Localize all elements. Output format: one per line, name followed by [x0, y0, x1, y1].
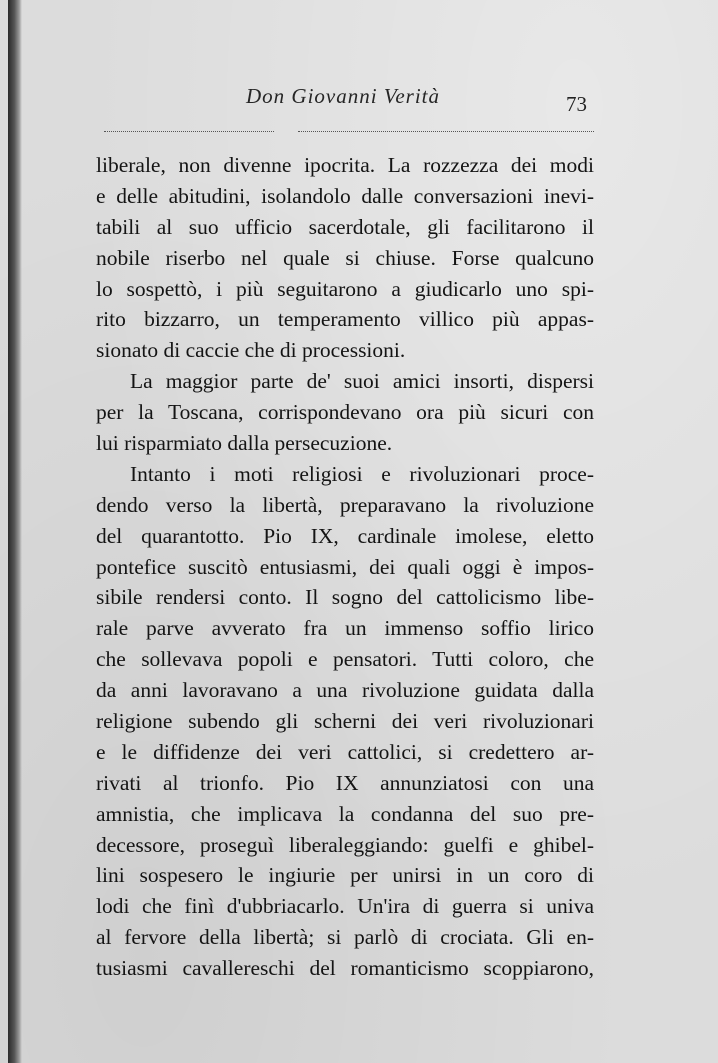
text-line: lui risparmiato dalla persecuzione. — [96, 431, 393, 456]
text-line: dendo verso la libertà, preparavano la rivoluzione — [96, 492, 594, 517]
text-line: sibile rendersi conto. Il sogno del cattolicismo libe- — [96, 585, 594, 610]
text-line: liberale, non divenne ipocrita. La rozzezza dei modi — [96, 153, 594, 177]
header-rule-left — [104, 131, 274, 132]
text-line: amnistia, che implicava la condanna del suo pre- — [96, 801, 594, 826]
text-line: nobile riserbo nel quale si chiuse. Forse qualcuno — [96, 245, 594, 270]
text-line: decessore, proseguì liberaleggiando: guelfi e ghibel- — [96, 832, 594, 857]
text-line: rivati al trionfo. Pio IX annunziatosi con una — [96, 770, 594, 795]
text-line: per la Toscana, corrispondevano ora più sicuri con — [96, 400, 594, 425]
text-line: tusiasmi cavallereschi del romanticismo scoppiarono, — [96, 956, 594, 981]
text-line: sionato di caccie che di processioni. — [96, 338, 406, 363]
text-line: religione subendo gli scherni dei veri rivoluzionari — [96, 709, 594, 734]
text-line: lo sospettò, i più seguitarono a giudicarlo uno spi- — [96, 276, 594, 301]
page-binding-edge — [8, 0, 22, 1063]
text-line: lini sospesero le ingiurie per unirsi in un coro di — [96, 863, 594, 888]
text-line: rale parve avverato fra un immenso soffio lirico — [96, 616, 594, 641]
text-line: lodi che finì d'ubbriacarlo. Un'ira di guerra si univa — [96, 894, 594, 919]
text-line: pontefice suscitò entusiasmi, dei quali oggi è impos- — [96, 554, 594, 579]
text-line: del quarantotto. Pio IX, cardinale imolese, eletto — [96, 523, 594, 548]
text-line: e delle abitudini, isolandolo dalle conversazioni inevi- — [96, 183, 594, 208]
running-title: Don Giovanni Verità — [246, 84, 440, 108]
text-line: da anni lavoravano a una rivoluzione guidata dalla — [96, 678, 594, 703]
text-line: e le diffidenze dei veri cattolici, si credettero ar- — [96, 739, 594, 764]
text-line: tabili al suo ufficio sacerdotale, gli facilitarono il — [96, 214, 594, 239]
body-text — [96, 150, 594, 984]
text-line: Intanto i moti religiosi e rivoluzionari proce- — [130, 461, 594, 486]
text-line: al fervore della libertà; si parlò di crociata. Gli en- — [96, 925, 594, 950]
text-line: rito bizzarro, un temperamento villico più appas- — [96, 307, 594, 332]
text-line: che sollevava popoli e pensatori. Tutti coloro, che — [96, 647, 594, 672]
header-rule-right — [298, 131, 594, 132]
page-number: 73 — [566, 92, 587, 116]
text-line: La maggior parte de' suoi amici insorti, dispersi — [130, 369, 594, 394]
